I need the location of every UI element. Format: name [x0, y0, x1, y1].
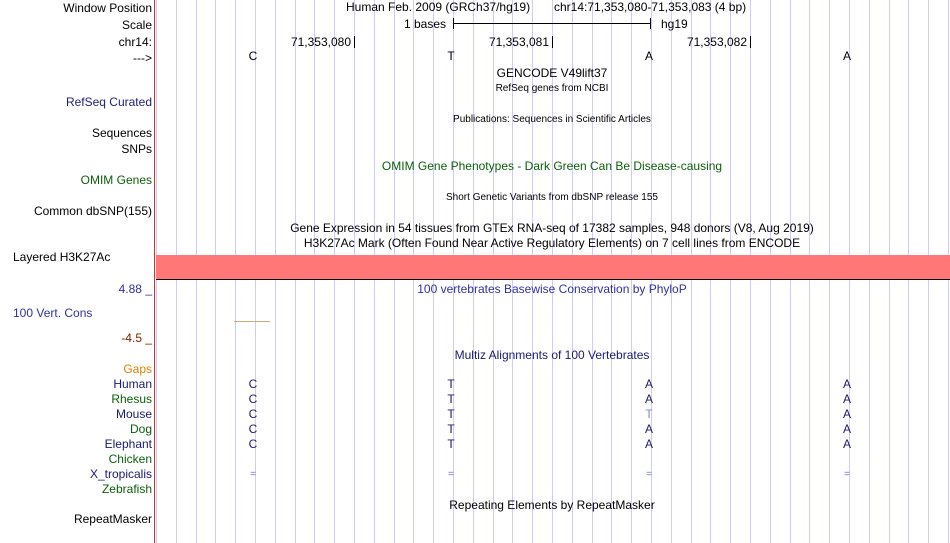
alignment-base: T [447, 392, 455, 406]
phylop-signal [234, 321, 270, 322]
species-label[interactable]: Zebrafish [101, 482, 152, 496]
alignment-base: T [447, 422, 455, 436]
alignment-base: A [644, 422, 653, 436]
sequence-base: C [248, 49, 258, 63]
track-label-dbsnp[interactable]: Common dbSNP(155) [33, 204, 152, 218]
alignment-base: A [842, 407, 851, 421]
species-label[interactable]: X_tropicalis [89, 467, 152, 481]
alignment-base: T [447, 437, 455, 451]
track-label-snps[interactable]: SNPs [121, 142, 152, 156]
alignment-base: T [447, 377, 455, 391]
h3k27ac-signal [156, 255, 950, 279]
track-label-h3k27ac[interactable]: Layered H3K27Ac [13, 250, 111, 264]
refseq-subtitle: RefSeq genes from NCBI [495, 83, 609, 94]
gtex-title: Gene Expression in 54 tissues from GTEx RNA-seq of 17382 samples, 948 donors (V8, Aug 2019) [290, 221, 814, 235]
pubs-title: Publications: Sequences in Scientific Articles [453, 114, 651, 125]
panel-divider [154, 0, 155, 543]
species-label[interactable]: Rhesus [111, 392, 152, 406]
track-label-panel [0, 0, 155, 543]
track-label-cons[interactable]: 100 Vert. Cons [13, 306, 93, 320]
alignment-base: = [250, 469, 256, 480]
ruler-tick-label: 71,353,081 [488, 35, 549, 49]
window-position-label: Window Position [63, 1, 152, 15]
sequence-base: T [447, 49, 455, 63]
omim-title: OMIM Gene Phenotypes - Dark Green Can Be Disease-causing [381, 159, 723, 173]
gencode-title: GENCODE V49lift37 [496, 66, 608, 80]
position-text: chr14:71,353,080-71,353,083 (4 bp) [554, 0, 747, 14]
alignment-base: A [644, 377, 653, 391]
track-label-refseq[interactable]: RefSeq Curated [65, 95, 152, 109]
multiz-title: Multiz Alignments of 100 Vertebrates [454, 348, 650, 362]
alignment-base: C [248, 392, 258, 406]
h3k27ac-baseline [156, 279, 950, 280]
alignment-base: T [645, 407, 653, 421]
track-label-omim[interactable]: OMIM Genes [80, 173, 152, 187]
sequence-base: A [644, 49, 653, 63]
alignment-base: A [842, 437, 851, 451]
ruler-tick-mark [750, 36, 751, 48]
assembly-title: Human Feb. 2009 (GRCh37/hg19) [346, 0, 531, 14]
alignment-base: A [842, 377, 851, 391]
alignment-base: A [644, 392, 653, 406]
alignment-base: = [448, 469, 454, 480]
ruler-tick-mark [552, 36, 553, 48]
track-label-gaps[interactable]: Gaps [123, 362, 152, 376]
species-label[interactable]: Dog [129, 422, 152, 436]
alignment-base: A [842, 392, 851, 406]
alignment-base: A [644, 437, 653, 451]
phylop-min-label: -4.5 _ [121, 331, 152, 345]
scale-text: 1 bases [404, 17, 447, 31]
scale-db: hg19 [661, 17, 688, 31]
species-label[interactable]: Chicken [108, 452, 152, 466]
species-label[interactable]: Mouse [115, 407, 152, 421]
phylop-max-label: 4.88 _ [118, 282, 152, 296]
alignment-base: C [248, 437, 258, 451]
dbsnp-title: Short Genetic Variants from dbSNP release 155 [446, 192, 658, 203]
alignment-base: A [842, 422, 851, 436]
species-label[interactable]: Human [113, 377, 152, 391]
track-label-sequences[interactable]: Sequences [91, 126, 152, 140]
chrom-label: chr14: [118, 35, 152, 49]
phylop-title: 100 vertebrates Basewise Conservation by PhyloP [417, 282, 687, 296]
h3k27ac-title: H3K27Ac Mark (Often Found Near Active Regulatory Elements) on 7 cell lines from ENCODE [303, 236, 801, 250]
alignment-base: T [447, 407, 455, 421]
ruler-tick-mark [354, 36, 355, 48]
species-label[interactable]: Elephant [104, 437, 152, 451]
scale-bar [453, 16, 651, 31]
strand-label[interactable]: ---> [133, 51, 152, 65]
track-label-repeatmasker[interactable]: RepeatMasker [73, 512, 152, 526]
sequence-base: A [842, 49, 851, 63]
scale-label: Scale [121, 18, 152, 32]
alignment-base: = [844, 469, 850, 480]
ruler-tick-label: 71,353,082 [686, 35, 747, 49]
alignment-base: C [248, 422, 258, 436]
repeatmasker-title: Repeating Elements by RepeatMasker [449, 498, 655, 512]
alignment-base: = [646, 469, 652, 480]
alignment-base: C [248, 407, 258, 421]
alignment-base: C [248, 377, 258, 391]
track-data-panel[interactable] [156, 0, 950, 543]
ruler-tick-label: 71,353,080 [290, 35, 351, 49]
